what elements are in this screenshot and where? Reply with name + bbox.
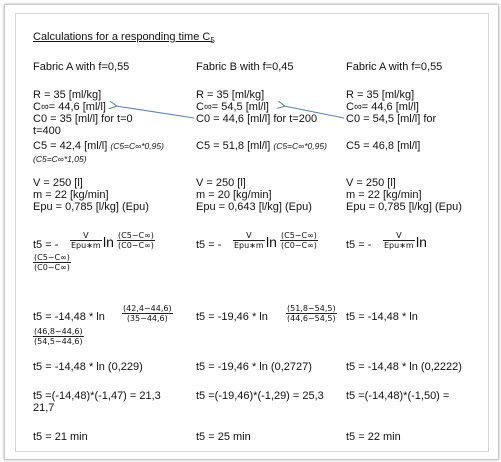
col-c-m: m = 22 [kg/min] [346,189,422,201]
col-c-calc3: t5 =(-14,48)*(-1,50) = [346,390,450,402]
col-a-calc1-frac: $\frac{(42,4-44,6)}{(35-44,6)}$ [123,304,172,323]
col-c-formula-frac: V Epu∗m [384,231,414,250]
col-b-epu: Epu = 0,643 [l/kg] (Epu) [196,201,312,213]
annotation-arrows [16,14,488,451]
col-c-epu: Epu = 0,785 [l/kg] (Epu) [346,201,462,213]
col-c-formula-ln: ln [416,234,427,250]
col-b-calc1-frac: $\frac{(51,8-54,5)}{(44,6-54,5)}$ [287,304,336,323]
col-b-formula-pre: t5 = - [196,239,222,251]
col-c-c5: C5 = 46,8 [ml/l] [346,140,421,152]
col-a-cinf: C∞= 44,6 [ml/l] [33,101,106,113]
arrow-cinf-b [284,106,344,118]
col-a-t400: t=400 [33,125,61,137]
col-a-c5-note: (C5=C∞*1,05) [33,154,87,164]
col-b-cinf: C∞= 54,5 [ml/l] [196,101,269,113]
col-c-r: R = 35 [ml/kg] [346,89,415,101]
col-b-m: m = 20 [kg/min] [196,189,272,201]
col-b-calc2: t5 = -19,46 * ln (0,2727) [196,361,312,373]
col-a-formula-frac: V Epu∗m [71,231,101,250]
col-c-v: V = 250 [l] [346,177,396,189]
page-title: Calculations for a responding time $C_5$ [33,31,215,46]
document-frame [4,4,499,460]
col-a-formula-pre: t5 = - [33,239,59,251]
col-c-calc1: t5 = -14,48 * ln [346,311,418,323]
col-b-formula-frac: V Epu∗m [234,231,264,250]
col-c-cinf: C∞= 44,6 [ml/l] [346,101,419,113]
col-a-m: m = 22 [kg/min] [33,189,109,201]
col-b-calc1-pre: t5 = -19,46 * ln [196,311,268,323]
document-page [15,13,489,452]
header-fabric-a-2: Fabric A with f=0,55 [346,61,443,73]
col-a-c5: C5 = 42,4 [ml/l] (C5=C∞*0,95) [33,140,164,152]
col-b-v: V = 250 [l] [196,177,246,189]
col-a-r: R = 35 [ml/kg] [33,89,102,101]
col-a-formula-frac2: $\frac{(C5-C\infty)}{(C0-C\infty)}$ [118,231,154,250]
col-b-c0: C0 = 44,6 [ml/l] for t=200 [196,113,318,125]
header-fabric-b: Fabric B with f=0,45 [196,61,294,73]
col-b-formula-frac2: $\frac{(C5-C\infty)}{(C0-C\infty)}$ [281,231,317,250]
col-c-c0: C0 = 54,5 [ml/l] for [346,113,437,125]
arrow-cinf-a [116,106,194,118]
col-b-calc3: t5 =(-19,46)*(-1,29) = 25,3 [196,390,324,402]
col-c-calc2: t5 = -14,48 * ln (0,2222) [346,361,462,373]
col-a-c0: C0 = 35 [ml/l] for t=0 [33,113,133,125]
col-a-calc1b-frac: $\frac{(46,8-44,6)}{(54,5-44,6)}$ [34,327,83,346]
header-fabric-a: Fabric A with f=0,55 [33,61,130,73]
col-c-result: t5 = 22 min [346,431,401,443]
col-a-formula-ln: ln [103,234,114,250]
col-a-v: V = 250 [l] [33,177,83,189]
col-a-result: t5 = 21 min [33,431,88,443]
col-b-r: R = 35 [ml/kg] [196,89,265,101]
col-a-calc3b: 21,7 [33,402,55,414]
col-a-epu: Epu = 0,785 [l/kg] (Epu) [33,201,149,213]
col-b-formula-ln: ln [266,234,277,250]
col-a-calc3: t5 =(-14,48)*(-1,47) = 21,3 [33,390,161,402]
col-a-calc2: t5 = -14,48 * ln (0,229) [33,361,143,373]
col-a-calc1-pre: t5 = -14,48 * ln [33,311,105,323]
col-c-formula-pre: t5 = - [346,239,372,251]
col-b-result: t5 = 25 min [196,431,251,443]
col-b-c5: C5 = 51,8 [ml/l] (C5=C∞*0,95) [196,140,327,152]
col-a-formula-wrap: $\frac{(C5-C\infty)}{(C0-C\infty)}$ [34,253,70,272]
